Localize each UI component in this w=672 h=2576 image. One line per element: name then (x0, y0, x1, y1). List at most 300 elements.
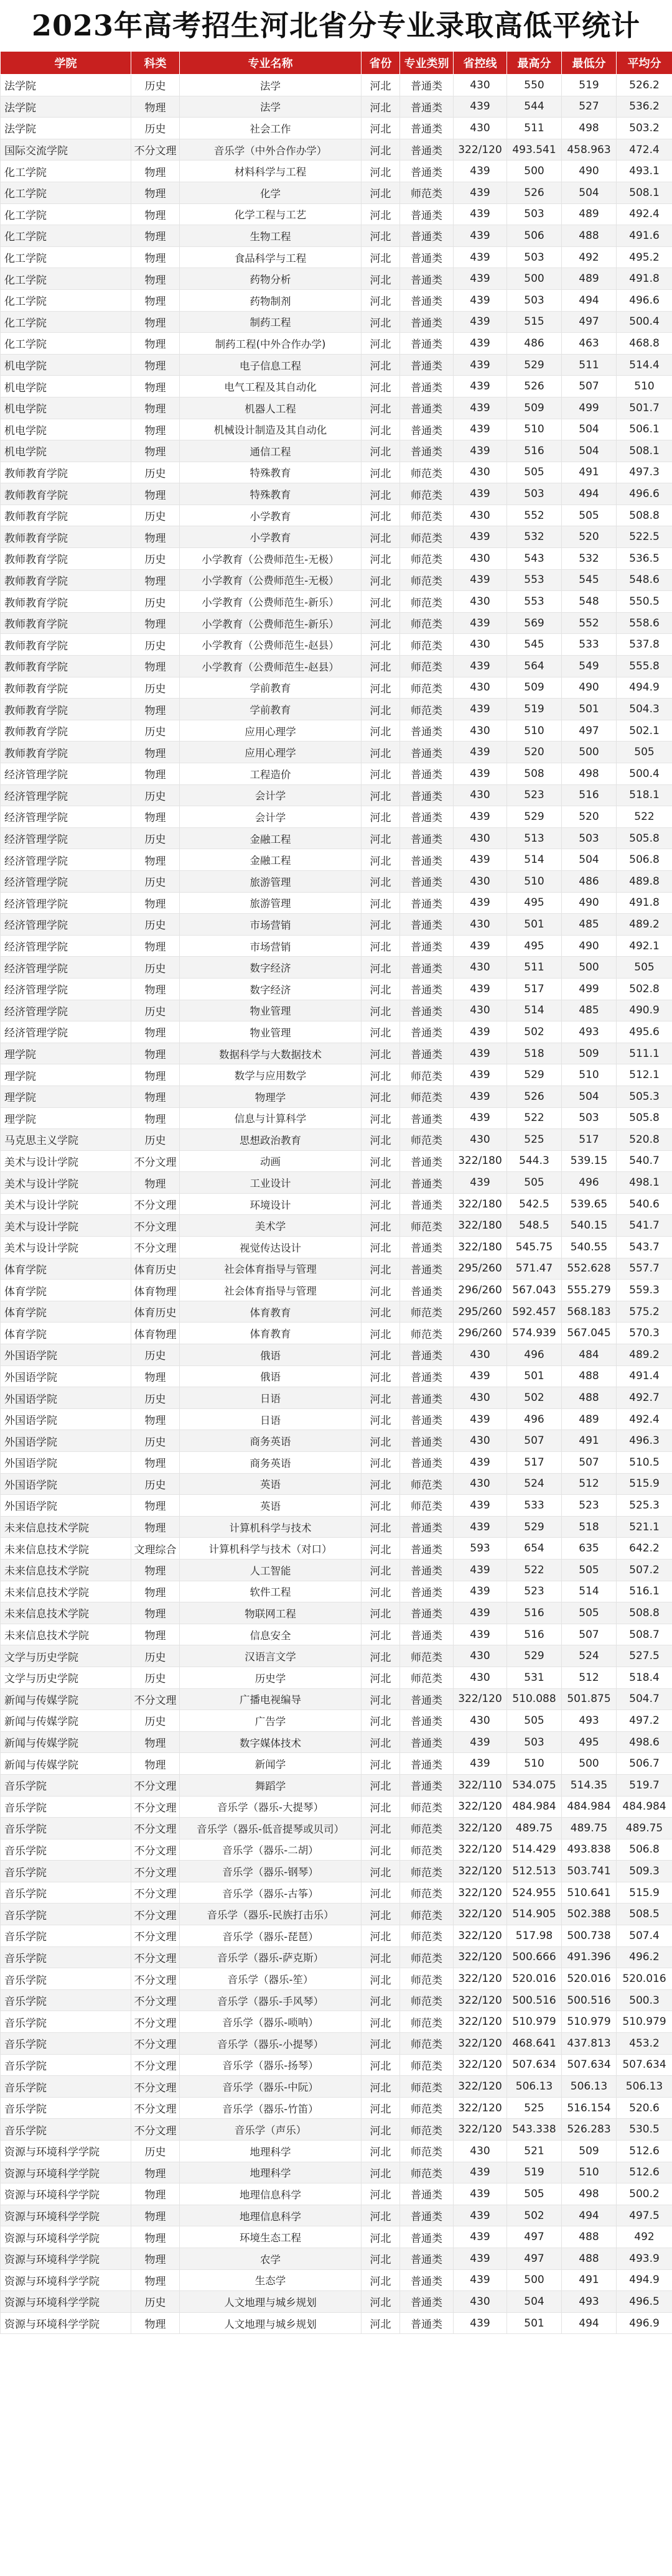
cell-province: 河北 (362, 978, 400, 1000)
cell-major-type: 师范类 (400, 1968, 454, 1990)
cell-control-line: 430 (454, 870, 507, 892)
cell-category: 物理 (131, 354, 180, 376)
cell-college: 音乐学院 (1, 1904, 131, 1925)
cell-avg-score: 530.5 (617, 2119, 672, 2141)
cell-college: 音乐学院 (1, 1925, 131, 1947)
cell-control-line: 439 (454, 1516, 507, 1538)
cell-category: 物理 (131, 1495, 180, 1517)
cell-min-score: 549 (562, 656, 617, 677)
cell-category: 不分文理 (131, 1925, 180, 1947)
cell-avg-score: 507.4 (617, 1925, 672, 1947)
cell-min-score: 510.641 (562, 1882, 617, 1904)
table-row (1, 225, 672, 247)
cell-max-score: 513 (507, 827, 562, 849)
cell-province: 河北 (362, 1710, 400, 1732)
cell-control-line: 439 (454, 203, 507, 225)
cell-major: 日语 (180, 1408, 362, 1430)
cell-avg-score: 515.9 (617, 1473, 672, 1495)
cell-control-line: 439 (454, 2205, 507, 2226)
cell-avg-score: 468.8 (617, 333, 672, 355)
cell-control-line: 439 (454, 656, 507, 677)
cell-control-line: 322/120 (454, 1818, 507, 1839)
cell-max-score: 543.338 (507, 2119, 562, 2141)
cell-province: 河北 (362, 376, 400, 398)
cell-min-score: 488 (562, 1365, 617, 1387)
cell-category: 历史 (131, 1667, 180, 1688)
cell-control-line: 439 (454, 935, 507, 957)
cell-major: 物业管理 (180, 1000, 362, 1021)
cell-college: 文学与历史学院 (1, 1667, 131, 1688)
cell-major-type: 师范类 (400, 462, 454, 483)
cell-major: 通信工程 (180, 440, 362, 462)
cell-control-line: 439 (454, 2226, 507, 2248)
table-row (1, 591, 672, 613)
cell-avg-score: 489.75 (617, 1818, 672, 1839)
cell-major: 环境生态工程 (180, 2226, 362, 2248)
cell-college: 音乐学院 (1, 2011, 131, 2033)
cell-max-score: 496 (507, 1344, 562, 1366)
cell-min-score: 552 (562, 612, 617, 634)
cell-major: 市场营销 (180, 914, 362, 936)
cell-control-line: 439 (454, 225, 507, 247)
cell-college: 音乐学院 (1, 2054, 131, 2076)
cell-control-line: 430 (454, 634, 507, 656)
cell-category: 历史 (131, 2141, 180, 2162)
cell-min-score: 523 (562, 1495, 617, 1517)
cell-province: 河北 (362, 505, 400, 526)
table-row (1, 1688, 672, 1710)
cell-min-score: 519 (562, 75, 617, 96)
cell-avg-score: 510 (617, 376, 672, 398)
cell-max-score: 519 (507, 2162, 562, 2183)
cell-max-score: 510 (507, 1753, 562, 1775)
cell-province: 河北 (362, 2076, 400, 2098)
cell-min-score: 488 (562, 2226, 617, 2248)
table-row (1, 1086, 672, 1107)
cell-min-score: 517 (562, 1129, 617, 1151)
cell-max-score: 497 (507, 2226, 562, 2248)
cell-province: 河北 (362, 699, 400, 720)
cell-min-score: 512 (562, 1667, 617, 1688)
cell-min-score: 484 (562, 1344, 617, 1366)
cell-avg-score: 503.2 (617, 118, 672, 139)
cell-college: 经济管理学院 (1, 763, 131, 785)
cell-province: 河北 (362, 1559, 400, 1581)
cell-college: 理学院 (1, 1086, 131, 1107)
cell-max-score: 503 (507, 289, 562, 311)
table-row (1, 1000, 672, 1021)
cell-province: 河北 (362, 2291, 400, 2313)
cell-avg-score: 522.5 (617, 526, 672, 548)
cell-college: 教师教育学院 (1, 526, 131, 548)
cell-avg-score: 527.5 (617, 1645, 672, 1667)
cell-max-score: 500.666 (507, 1946, 562, 1968)
cell-max-score: 496 (507, 1408, 562, 1430)
table-row (1, 1882, 672, 1904)
cell-major: 社会体育指导与管理 (180, 1258, 362, 1280)
cell-category: 物理 (131, 1602, 180, 1624)
cell-major: 信息安全 (180, 1624, 362, 1645)
cell-college: 音乐学院 (1, 1796, 131, 1818)
cell-category: 历史 (131, 1129, 180, 1151)
cell-max-score: 517 (507, 978, 562, 1000)
cell-avg-score: 494.9 (617, 2269, 672, 2291)
cell-college: 经济管理学院 (1, 1021, 131, 1043)
table-row (1, 892, 672, 914)
cell-category: 物理 (131, 160, 180, 182)
cell-avg-score: 507.2 (617, 1559, 672, 1581)
cell-major: 汉语言文学 (180, 1645, 362, 1667)
cell-province: 河北 (362, 914, 400, 936)
cell-control-line: 439 (454, 1559, 507, 1581)
cell-max-score: 502 (507, 1021, 562, 1043)
table-row (1, 246, 672, 268)
cell-max-score: 489.75 (507, 1818, 562, 1839)
cell-major: 地理信息科学 (180, 2183, 362, 2205)
cell-major-type: 普通类 (400, 1710, 454, 1732)
cell-college: 机电学院 (1, 419, 131, 440)
cell-category: 不分文理 (131, 1946, 180, 1968)
cell-avg-score: 505.3 (617, 1086, 672, 1107)
cell-college: 文学与历史学院 (1, 1645, 131, 1667)
cell-category: 物理 (131, 1021, 180, 1043)
cell-major-type: 普通类 (400, 246, 454, 268)
cell-major: 地理科学 (180, 2141, 362, 2162)
cell-avg-score: 505.8 (617, 827, 672, 849)
cell-college: 教师教育学院 (1, 656, 131, 677)
cell-major-type: 普通类 (400, 75, 454, 96)
cell-major-type: 普通类 (400, 849, 454, 871)
cell-major-type: 普通类 (400, 870, 454, 892)
cell-control-line: 322/120 (454, 2054, 507, 2076)
cell-major-type: 师范类 (400, 1064, 454, 1086)
cell-major: 音乐学（器乐-大提琴） (180, 1796, 362, 1818)
cell-min-score: 484.984 (562, 1796, 617, 1818)
cell-province: 河北 (362, 1645, 400, 1667)
cell-college: 资源与环境科学学院 (1, 2162, 131, 2183)
cell-province: 河北 (362, 2011, 400, 2033)
cell-control-line: 322/120 (454, 2011, 507, 2033)
cell-major-type: 师范类 (400, 699, 454, 720)
cell-major: 物联网工程 (180, 1602, 362, 1624)
cell-min-score: 635 (562, 1538, 617, 1560)
cell-category: 文理综合 (131, 1538, 180, 1560)
cell-min-score: 501 (562, 699, 617, 720)
cell-category: 物理 (131, 656, 180, 677)
cell-avg-score: 558.6 (617, 612, 672, 634)
cell-avg-score: 540.6 (617, 1193, 672, 1215)
cell-control-line: 439 (454, 354, 507, 376)
cell-category: 物理 (131, 1086, 180, 1107)
cell-avg-score: 510.5 (617, 1452, 672, 1474)
cell-province: 河北 (362, 397, 400, 419)
cell-min-score: 489 (562, 1408, 617, 1430)
cell-max-score: 503 (507, 483, 562, 505)
cell-major-type: 师范类 (400, 612, 454, 634)
table-row (1, 1839, 672, 1861)
cell-category: 历史 (131, 957, 180, 979)
cell-province: 河北 (362, 591, 400, 613)
cell-major: 小学教育（公费师范生-无极） (180, 548, 362, 570)
cell-max-score: 516 (507, 1624, 562, 1645)
cell-category: 物理 (131, 763, 180, 785)
cell-max-score: 544.3 (507, 1150, 562, 1172)
cell-category: 物理 (131, 1581, 180, 1602)
cell-avg-score: 506.8 (617, 849, 672, 871)
table-row (1, 203, 672, 225)
cell-category: 历史 (131, 118, 180, 139)
cell-major: 数字经济 (180, 978, 362, 1000)
table-row (1, 2119, 672, 2141)
cell-category: 物理 (131, 203, 180, 225)
cell-max-score: 521 (507, 2141, 562, 2162)
cell-province: 河北 (362, 870, 400, 892)
cell-category: 物理 (131, 892, 180, 914)
cell-major-type: 普通类 (400, 1021, 454, 1043)
cell-province: 河北 (362, 1538, 400, 1560)
cell-avg-score: 453.2 (617, 2033, 672, 2055)
cell-max-score: 468.641 (507, 2033, 562, 2055)
cell-category: 不分文理 (131, 1904, 180, 1925)
cell-category: 物理 (131, 246, 180, 268)
cell-control-line: 439 (454, 311, 507, 333)
cell-major: 广告学 (180, 1710, 362, 1732)
cell-category: 物理 (131, 806, 180, 828)
cell-major: 应用心理学 (180, 720, 362, 742)
cell-college: 美术与设计学院 (1, 1237, 131, 1258)
cell-major-type: 师范类 (400, 1882, 454, 1904)
cell-min-score: 503.741 (562, 1861, 617, 1882)
cell-category: 物理 (131, 268, 180, 290)
cell-college: 法学院 (1, 118, 131, 139)
cell-province: 河北 (362, 1365, 400, 1387)
table-row (1, 1323, 672, 1344)
cell-category: 物理 (131, 1731, 180, 1753)
cell-college: 理学院 (1, 1064, 131, 1086)
cell-province: 河北 (362, 268, 400, 290)
cell-major: 学前教育 (180, 699, 362, 720)
cell-avg-score: 506.7 (617, 1753, 672, 1775)
cell-min-score: 514.35 (562, 1774, 617, 1796)
cell-province: 河北 (362, 1495, 400, 1517)
cell-avg-score: 508.8 (617, 1602, 672, 1624)
cell-category: 不分文理 (131, 1989, 180, 2011)
cell-control-line: 439 (454, 1581, 507, 1602)
table-row (1, 1946, 672, 1968)
cell-category: 历史 (131, 870, 180, 892)
cell-control-line: 322/120 (454, 2076, 507, 2098)
cell-min-score: 437.813 (562, 2033, 617, 2055)
cell-major-type: 师范类 (400, 1129, 454, 1151)
table-row (1, 311, 672, 333)
cell-max-score: 522 (507, 1107, 562, 1129)
cell-category: 不分文理 (131, 1150, 180, 1172)
cell-max-score: 501 (507, 914, 562, 936)
cell-major: 电子信息工程 (180, 354, 362, 376)
cell-avg-score: 504.7 (617, 1688, 672, 1710)
cell-max-score: 509 (507, 397, 562, 419)
cell-major: 音乐学（中外合作办学） (180, 139, 362, 160)
table-row (1, 2141, 672, 2162)
cell-province: 河北 (362, 1796, 400, 1818)
cell-major: 美术学 (180, 1215, 362, 1237)
cell-min-score: 510 (562, 2162, 617, 2183)
table-row (1, 1043, 672, 1064)
cell-college: 资源与环境科学学院 (1, 2141, 131, 2162)
cell-avg-score: 512.1 (617, 1064, 672, 1086)
cell-max-score: 510 (507, 419, 562, 440)
cell-major-type: 普通类 (400, 1516, 454, 1538)
cell-control-line: 439 (454, 742, 507, 763)
cell-province: 河北 (362, 2033, 400, 2055)
cell-avg-score: 508.1 (617, 182, 672, 203)
cell-category: 体育历史 (131, 1258, 180, 1280)
cell-min-score: 493 (562, 1710, 617, 1732)
cell-major: 数学与应用数学 (180, 1064, 362, 1086)
cell-college: 教师教育学院 (1, 569, 131, 591)
cell-category: 物理 (131, 526, 180, 548)
table-row (1, 677, 672, 699)
cell-control-line: 439 (454, 397, 507, 419)
cell-province: 河北 (362, 1452, 400, 1474)
cell-category: 不分文理 (131, 2011, 180, 2033)
cell-major: 音乐学（器乐-萨克斯） (180, 1946, 362, 1968)
cell-control-line: 439 (454, 526, 507, 548)
cell-category: 历史 (131, 1430, 180, 1452)
cell-major-type: 普通类 (400, 1452, 454, 1474)
cell-min-score: 494 (562, 2205, 617, 2226)
cell-max-score: 545 (507, 634, 562, 656)
table-row (1, 849, 672, 871)
table-row (1, 376, 672, 398)
cell-category: 历史 (131, 591, 180, 613)
cell-college: 资源与环境科学学院 (1, 2312, 131, 2334)
cell-control-line: 439 (454, 699, 507, 720)
cell-college: 未来信息技术学院 (1, 1538, 131, 1560)
cell-control-line: 430 (454, 1344, 507, 1366)
cell-avg-score: 520.8 (617, 1129, 672, 1151)
cell-major-type: 师范类 (400, 1495, 454, 1517)
cell-min-score: 491 (562, 1430, 617, 1452)
cell-control-line: 430 (454, 1710, 507, 1732)
cell-min-score: 516.154 (562, 2097, 617, 2119)
cell-college: 教师教育学院 (1, 612, 131, 634)
cell-category: 物理 (131, 483, 180, 505)
cell-avg-score: 508.8 (617, 505, 672, 526)
cell-category: 历史 (131, 677, 180, 699)
cell-max-score: 529 (507, 806, 562, 828)
cell-min-score: 485 (562, 1000, 617, 1021)
cell-major: 工业设计 (180, 1172, 362, 1194)
cell-max-score: 503 (507, 246, 562, 268)
cell-control-line: 439 (454, 2312, 507, 2334)
cell-college: 教师教育学院 (1, 634, 131, 656)
table-row (1, 2248, 672, 2269)
cell-province: 河北 (362, 827, 400, 849)
cell-control-line: 430 (454, 505, 507, 526)
table-row (1, 333, 672, 355)
cell-avg-score: 548.6 (617, 569, 672, 591)
cell-province: 河北 (362, 1258, 400, 1280)
cell-major-type: 师范类 (400, 1796, 454, 1818)
cell-category: 物理 (131, 699, 180, 720)
cell-major: 法学 (180, 96, 362, 118)
table-row (1, 1731, 672, 1753)
cell-max-score: 500 (507, 268, 562, 290)
cell-avg-score: 491.4 (617, 1365, 672, 1387)
cell-avg-score: 489.2 (617, 1344, 672, 1366)
cell-max-score: 525 (507, 2097, 562, 2119)
cell-category: 物理 (131, 182, 180, 203)
cell-province: 河北 (362, 1150, 400, 1172)
cell-control-line: 430 (454, 1645, 507, 1667)
cell-province: 河北 (362, 2248, 400, 2269)
cell-min-score: 539.65 (562, 1193, 617, 1215)
cell-major: 小学教育（公费师范生-赵县） (180, 634, 362, 656)
cell-max-score: 522 (507, 1559, 562, 1581)
cell-major: 数字媒体技术 (180, 1731, 362, 1753)
cell-category: 物理 (131, 2162, 180, 2183)
table-row (1, 1559, 672, 1581)
cell-category: 不分文理 (131, 2033, 180, 2055)
cell-control-line: 439 (454, 978, 507, 1000)
cell-college: 未来信息技术学院 (1, 1624, 131, 1645)
cell-college: 教师教育学院 (1, 505, 131, 526)
cell-province: 河北 (362, 569, 400, 591)
cell-college: 经济管理学院 (1, 827, 131, 849)
cell-min-score: 501.875 (562, 1688, 617, 1710)
cell-major-type: 师范类 (400, 1215, 454, 1237)
cell-college: 化工学院 (1, 289, 131, 311)
cell-major-type: 师范类 (400, 1473, 454, 1495)
cell-province: 河北 (362, 354, 400, 376)
cell-major: 视觉传达设计 (180, 1237, 362, 1258)
cell-max-score: 507.634 (507, 2054, 562, 2076)
cell-major-type: 普通类 (400, 1753, 454, 1775)
cell-category: 物理 (131, 2183, 180, 2205)
cell-category: 物理 (131, 2248, 180, 2269)
table-row (1, 1129, 672, 1151)
cell-category: 不分文理 (131, 1818, 180, 1839)
table-row (1, 1904, 672, 1925)
cell-major: 金融工程 (180, 849, 362, 871)
cell-major-type: 师范类 (400, 2033, 454, 2055)
cell-major-type: 普通类 (400, 160, 454, 182)
cell-max-score: 501 (507, 1365, 562, 1387)
cell-min-score: 500 (562, 742, 617, 763)
cell-avg-score: 497.2 (617, 1710, 672, 1732)
table-row (1, 1624, 672, 1645)
cell-max-score: 518 (507, 1043, 562, 1064)
cell-avg-score: 505.8 (617, 1107, 672, 1129)
cell-max-score: 516 (507, 440, 562, 462)
cell-major-type: 普通类 (400, 1538, 454, 1560)
table-row (1, 118, 672, 139)
cell-avg-score: 512.6 (617, 2162, 672, 2183)
table-row (1, 1215, 672, 1237)
cell-major: 环境设计 (180, 1193, 362, 1215)
cell-avg-score: 515.9 (617, 1882, 672, 1904)
cell-province: 河北 (362, 118, 400, 139)
cell-college: 教师教育学院 (1, 720, 131, 742)
cell-min-score: 463 (562, 333, 617, 355)
table-row (1, 1387, 672, 1409)
cell-major-type: 普通类 (400, 376, 454, 398)
cell-control-line: 430 (454, 118, 507, 139)
table-row (1, 289, 672, 311)
column-header-max-score: 最高分 (507, 52, 562, 75)
cell-avg-score: 489.8 (617, 870, 672, 892)
